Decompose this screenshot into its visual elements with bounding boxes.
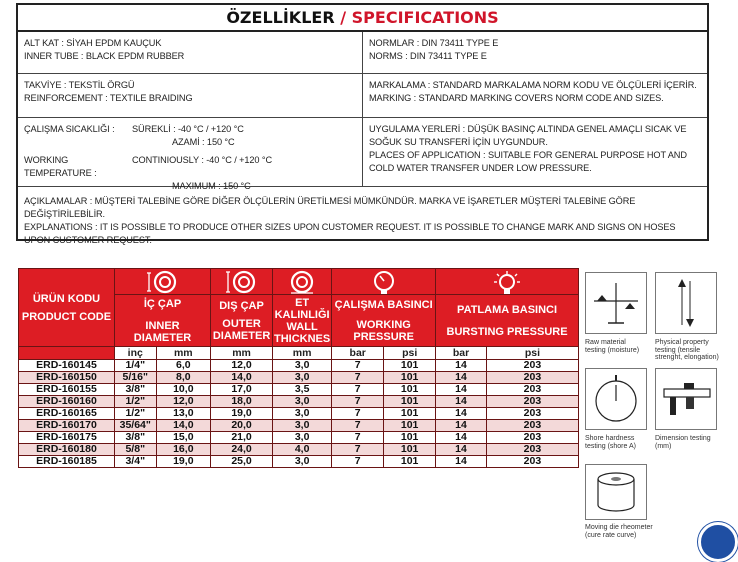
title-turkish: ÖZELLİKLER [226, 8, 335, 27]
table-cell: 7 [332, 384, 384, 396]
table-cell: 14 [436, 360, 487, 372]
table-cell: 7 [332, 396, 384, 408]
table-cell: 5/8" [114, 444, 156, 456]
product-table-body [19, 360, 579, 468]
table-cell: 101 [384, 420, 436, 432]
unit-wp-psi: psi [384, 347, 436, 360]
table-cell: 7 [332, 360, 384, 372]
temp-en-max: MAXIMUM : 150 °C [172, 181, 251, 191]
temp-tr-max: AZAMİ : 150 °C [172, 137, 235, 147]
caption-shore-hardness: Shore hardness testing (shore A) [585, 435, 636, 450]
roll-icon [585, 464, 647, 520]
header-wp-tr: ÇALIŞMA BASINCI [334, 298, 433, 311]
reinforcement-en: REINFORCEMENT : TEXTILE BRAIDING [24, 93, 193, 103]
table-cell: 3,5 [273, 384, 332, 396]
table-row [19, 360, 579, 372]
dial-gauge-icon [585, 368, 647, 430]
caption-rheometer: Moving die rheometer (cure rate curve) [585, 524, 653, 539]
caption-dimension: Dimension testing (mm) [655, 435, 711, 450]
table-cell: 8,0 [156, 372, 211, 384]
pressure-gauge-icon [332, 269, 436, 295]
table-cell: 203 [486, 444, 578, 456]
table-cell: 7 [332, 444, 384, 456]
norms-tr: NORMLAR : DIN 73411 TYPE E [369, 38, 499, 48]
table-cell: 14 [436, 420, 487, 432]
unit-bp-psi: psi [486, 347, 578, 360]
table-cell: 203 [486, 432, 578, 444]
marking-cell [363, 74, 707, 117]
table-cell: 203 [486, 408, 578, 420]
explanations-cell [18, 187, 707, 245]
spec-row-inner-tube [18, 32, 707, 74]
table-cell: 10,0 [156, 384, 211, 396]
product-code-cell: ERD-160160 [19, 396, 115, 408]
table-cell: 3,0 [273, 372, 332, 384]
title-separator: / [334, 8, 352, 27]
table-cell: 12,0 [156, 396, 211, 408]
header-bp-en: BURSTING PRESSURE [446, 325, 568, 338]
product-code-cell: ERD-160185 [19, 456, 115, 468]
table-cell: 5/16" [114, 372, 156, 384]
explanations-en: EXPLANATIONS : IT IS POSSIBLE TO PRODUCE OTHER SIZES UPON CUSTOMER REQUEST. IT IS POSSIBLE TO CHANGE MARK AND SIGNS ON HOSES UPON CUSTOMER REQUEST. [24, 222, 676, 245]
header-od-tr: DIŞ ÇAP [219, 299, 264, 312]
header-wp-en: WORKING PRESSURE [353, 318, 414, 343]
table-cell: 3,0 [273, 396, 332, 408]
table-cell: 1/2" [114, 396, 156, 408]
header-od-en: OUTER DIAMETER [212, 317, 271, 342]
table-row [19, 408, 579, 420]
marking-tr: MARKALAMA : STANDARD MARKALAMA NORM KODU VE ÖLÇÜLERİ İÇERİR. [369, 80, 697, 90]
title-english: SPECIFICATIONS [351, 8, 499, 27]
table-cell: 203 [486, 372, 578, 384]
table-cell: 203 [486, 384, 578, 396]
table-row [19, 384, 579, 396]
table-cell: 1/2" [114, 408, 156, 420]
table-cell: 14 [436, 384, 487, 396]
application-en: PLACES OF APPLICATION : SUITABLE FOR GENERAL PURPOSE HOT AND COLD WATER TRANSFER UNDER LOW PRESSURE. [369, 150, 687, 173]
reinforcement-cell [18, 74, 363, 117]
table-cell: 101 [384, 360, 436, 372]
table-cell: 3,0 [273, 360, 332, 372]
table-cell: 7 [332, 372, 384, 384]
table-cell: 203 [486, 420, 578, 432]
table-cell: 35/64" [114, 420, 156, 432]
balance-scale-icon [585, 272, 647, 334]
page-number-badge [698, 522, 738, 562]
product-table [18, 268, 579, 468]
table-row [19, 432, 579, 444]
unit-id-mm: mm [156, 347, 211, 360]
table-cell: 19,0 [211, 408, 273, 420]
table-cell: 101 [384, 408, 436, 420]
table-cell: 20,0 [211, 420, 273, 432]
table-cell: 101 [384, 456, 436, 468]
header-code-spacer [19, 347, 115, 360]
table-cell: 7 [332, 408, 384, 420]
unit-inch: inç [114, 347, 156, 360]
marking-en: MARKING : STANDARD MARKING COVERS NORM CODE AND SIZES. [369, 93, 664, 103]
inner-tube-cell [18, 32, 363, 73]
spec-row-temperature [18, 118, 707, 191]
table-cell: 15,0 [156, 432, 211, 444]
table-cell: 101 [384, 396, 436, 408]
unit-bp-bar: bar [436, 347, 487, 360]
table-cell: 14,0 [156, 420, 211, 432]
spec-row-reinforcement [18, 74, 707, 118]
table-cell: 12,0 [211, 360, 273, 372]
product-code-cell: ERD-160175 [19, 432, 115, 444]
header-code-en: PRODUCT CODE [21, 310, 112, 323]
table-cell: 19,0 [156, 456, 211, 468]
temp-en-cont: CONTINIOUSLY : -40 °C / +120 °C [132, 155, 272, 165]
table-cell: 14 [436, 396, 487, 408]
header-id-tr: İÇ ÇAP [143, 297, 182, 310]
product-code-cell: ERD-160145 [19, 360, 115, 372]
header-wall-en: WALL THICKNES [274, 320, 331, 345]
table-cell: 7 [332, 456, 384, 468]
product-code-cell: ERD-160180 [19, 444, 115, 456]
inner-tube-en: INNER TUBE : BLACK EPDM RUBBER [24, 51, 185, 61]
caption-raw-material: Raw material testing (moisture) [585, 339, 640, 354]
temperature-cell [18, 118, 363, 191]
specifications-title [18, 5, 707, 32]
table-cell: 7 [332, 420, 384, 432]
unit-wp-bar: bar [332, 347, 384, 360]
table-cell: 24,0 [211, 444, 273, 456]
header-code-tr: ÜRÜN KODU [32, 292, 101, 305]
table-cell: 3/4" [114, 456, 156, 468]
temp-en-label: WORKING TEMPERATURE : [24, 155, 97, 178]
tensile-arrows-icon [655, 272, 717, 334]
product-code-cell: ERD-160165 [19, 408, 115, 420]
table-cell: 3/8" [114, 432, 156, 444]
burst-gauge-icon [436, 269, 579, 295]
application-tr: UYGULAMA YERLERİ : DÜŞÜK BASINÇ ALTINDA GENEL AMAÇLI SICAK VE SOĞUK SU TRANSFERİ İÇİN UYGUNDUR. [369, 124, 687, 147]
table-cell: 21,0 [211, 432, 273, 444]
explanations-tr: AÇIKLAMALAR : MÜŞTERİ TALEBİNE GÖRE DİĞER ÖLÇÜLERİN ÜRETİLMESİ MÜMKÜNDÜR. MARKA VE İŞARETLER MÜŞTERİ TALEBİNE GÖRE DEĞİŞTİRİLEBİLİR. [24, 196, 636, 219]
table-row [19, 396, 579, 408]
table-row [19, 444, 579, 456]
spec-row-explanations [18, 187, 707, 245]
header-outer-diameter [211, 295, 273, 347]
table-cell: 14,0 [211, 372, 273, 384]
table-cell: 3,0 [273, 432, 332, 444]
table-cell: 14 [436, 408, 487, 420]
product-code-cell: ERD-160155 [19, 384, 115, 396]
table-cell: 203 [486, 396, 578, 408]
table-cell: 4,0 [273, 444, 332, 456]
table-cell: 3,0 [273, 456, 332, 468]
table-cell: 101 [384, 444, 436, 456]
header-wall-tr: ET KALINLIĞI [274, 296, 330, 321]
table-row [19, 456, 579, 468]
hose-outer-diameter-icon [211, 269, 273, 295]
header-working-pressure [332, 295, 436, 347]
table-cell: 16,0 [156, 444, 211, 456]
table-cell: 3,0 [273, 408, 332, 420]
table-cell: 7 [332, 432, 384, 444]
header-product-code [19, 269, 115, 347]
temp-tr-cont: SÜREKLİ : -40 °C / +120 °C [132, 124, 244, 134]
table-cell: 3/8" [114, 384, 156, 396]
table-cell: 1/4" [114, 360, 156, 372]
table-cell: 203 [486, 456, 578, 468]
norms-cell [363, 32, 707, 73]
table-cell: 6,0 [156, 360, 211, 372]
header-inner-diameter [114, 295, 210, 347]
table-cell: 3,0 [273, 420, 332, 432]
product-code-cell: ERD-160150 [19, 372, 115, 384]
table-cell: 203 [486, 360, 578, 372]
table-cell: 14 [436, 444, 487, 456]
table-cell: 101 [384, 384, 436, 396]
header-id-en: INNER DIAMETER [133, 319, 192, 344]
hose-wall-icon [273, 269, 332, 295]
hose-inner-diameter-icon [114, 269, 210, 295]
table-cell: 25,0 [211, 456, 273, 468]
application-cell [363, 118, 707, 186]
temp-tr-label: ÇALIŞMA SICAKLIĞI : [24, 124, 115, 134]
inner-tube-tr: ALT KAT : SİYAH EPDM KAUÇUK [24, 38, 162, 48]
table-cell: 14 [436, 432, 487, 444]
product-code-cell: ERD-160170 [19, 420, 115, 432]
norms-en: NORMS : DIN 73411 TYPE E [369, 51, 487, 61]
header-wall-thickness [273, 295, 332, 347]
unit-wall-mm: mm [273, 347, 332, 360]
specifications-box [16, 3, 709, 245]
table-cell: 14 [436, 372, 487, 384]
table-cell: 101 [384, 432, 436, 444]
unit-od-mm: mm [211, 347, 273, 360]
table-cell: 14 [436, 456, 487, 468]
reinforcement-tr: TAKVİYE : TEKSTİL ÖRGÜ [24, 80, 135, 90]
caption-physical-property: Physical property testing (tensile strenght, elongation) [655, 339, 719, 361]
table-cell: 17,0 [211, 384, 273, 396]
table-row [19, 420, 579, 432]
table-cell: 18,0 [211, 396, 273, 408]
table-row [19, 372, 579, 384]
header-bursting-pressure [436, 295, 579, 347]
table-cell: 13,0 [156, 408, 211, 420]
caliper-icon [655, 368, 717, 430]
table-cell: 101 [384, 372, 436, 384]
header-bp-tr: PATLAMA BASINCI [457, 303, 558, 316]
